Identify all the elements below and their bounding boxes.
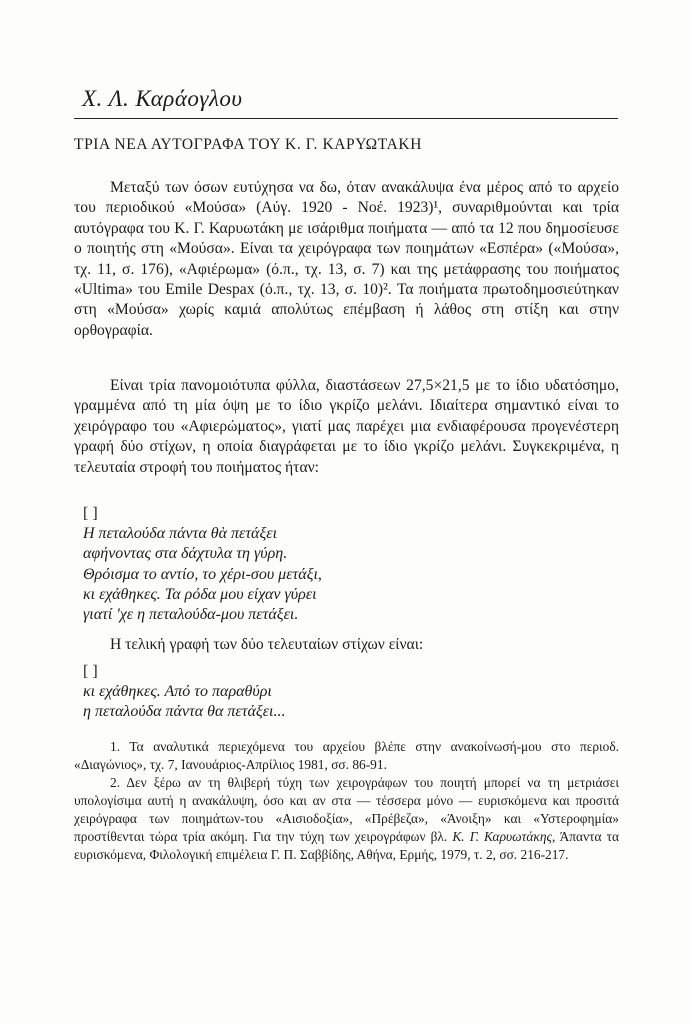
paragraph-1 <box>74 178 619 341</box>
paragraph-2 <box>74 376 619 478</box>
poem-line: κι εχάθηκες. Από το παραθύρι <box>83 683 272 701</box>
footnote-2-text-end: , Άπαντα τα ευρισκόμενα, Φιλολογική επιμέλεια Γ. Π. Σαββίδης, Αθήνα, Ερμής, 1979, τ. 2, σσ. 216-217. <box>74 829 619 862</box>
article-title: ΤΡΙΑ ΝΕΑ ΑΥΤΟΓΡΑΦΑ ΤΟΥ Κ. Γ. ΚΑΡΥΩΤΑΚΗ <box>74 136 422 153</box>
header-author: Χ. Λ. Καράογλου <box>82 86 243 111</box>
footnote-2-italic: Κ. Γ. Καρυωτάκης <box>452 829 552 844</box>
poem-line: Θρόισμα το αντίο, το χέρι-σου μετάξι, <box>83 565 322 583</box>
footnotes <box>74 738 619 864</box>
poem-line: αφήνοντας στα δάχτυλα τη γύρη. <box>83 545 288 563</box>
poem-earlier-version <box>83 504 322 625</box>
final-version-intro: Η τελική γραφή των δύο τελευταίων στίχων είναι: <box>110 636 424 653</box>
footnote-2 <box>74 774 619 864</box>
poem-final-version <box>83 662 285 723</box>
poem-line: [ ] <box>83 505 98 522</box>
paragraph-1-text: Μεταξύ των όσων ευτύχησα να δω, όταν ανακάλυψα ένα μέρος από το αρχείο του περιοδικού «Μούσα» (Αύγ. 1920 - Νοέ. 1923)¹, συναριθμούνται και τρία αυτόγραφα του Κ. Γ. Καρυωτάκη με ισάριθμα ποιήματα — από τα 12 που δημοσίευσε ο ποιητής στη «Μούσα». Είναι τα χειρόγραφα των ποιημάτων «Εσπέρα» («Μούσα», τχ. 11, σ. 176), «Αφιέρωμα» (ό.π., τχ. 13, σ. 7) και της μετάφρασης του ποιήματος «Ultima» του Emile Despax (ό.π., τχ. 13, σ. 10)². Τα ποιήματα πρωτοδημοσιεύτηκαν στη «Μούσα» χωρίς καμιά απολύτως επέμβαση ή λάθος στη στίξη και στην ορθογραφία. <box>74 179 619 339</box>
footnote-1: 1. Τα αναλυτικά περιεχόμενα του αρχείου βλέπε στην ανακοίνωσή-μου στο περιοδ. «Διαγώνιος», τχ. 7, Ιανουάριος-Απρίλιος 1981, σσ. 86-91. <box>74 739 619 772</box>
footnote-2-text: 2. Δεν ξέρω αν τη θλιβερή τύχη των χειρογράφων του ποιητή μπορεί να τη μετριάσει υπολογίσιμα αυτή η ανακάλυψη, όσο και αν στα — τέσσερα μόνο — ευρισκόμενα και προσιτά χειρόγραφα των ποιημάτων-του «Αισιοδοξία», «Πρέβεζα», «Άνοιξη» και «Υστεροφημία» προστίθενται τώρα τρία ακόμη. Για την τύχη των χειρογράφων βλ. <box>74 775 619 844</box>
poem-line: [ ] <box>83 663 98 680</box>
poem-line: Η πεταλούδα πάντα θὰ πετάξει <box>83 525 278 543</box>
poem-line: η πεταλούδα πάντα θα πετάξει... <box>83 703 286 721</box>
running-header <box>74 84 618 119</box>
poem-line: γιατί 'χε η πεταλούδα-μου πετάξει. <box>83 606 299 624</box>
paragraph-2-text: Είναι τρία πανομοιότυπα φύλλα, διαστάσεων 27,5×21,5 με το ίδιο υδατόσημο, γραμμένα από τη μία όψη με το ίδιο γκρίζο μελάνι. Ιδιαίτερα σημαντικό είναι το χειρόγραφο του «Αφιερώματος», γιατί μας παρέχει μια ενδιαφέρουσα προγενέστερη γραφή δύο στίχων, η οποία διαγράφεται με το ίδιο γκρίζο μελάνι. Συγκεκριμένα, η τελευταία στροφή του ποιήματος ήταν: <box>74 377 619 476</box>
poem-line: κι εχάθηκες. Τα ρόδα μου είχαν γύρει <box>83 585 317 603</box>
